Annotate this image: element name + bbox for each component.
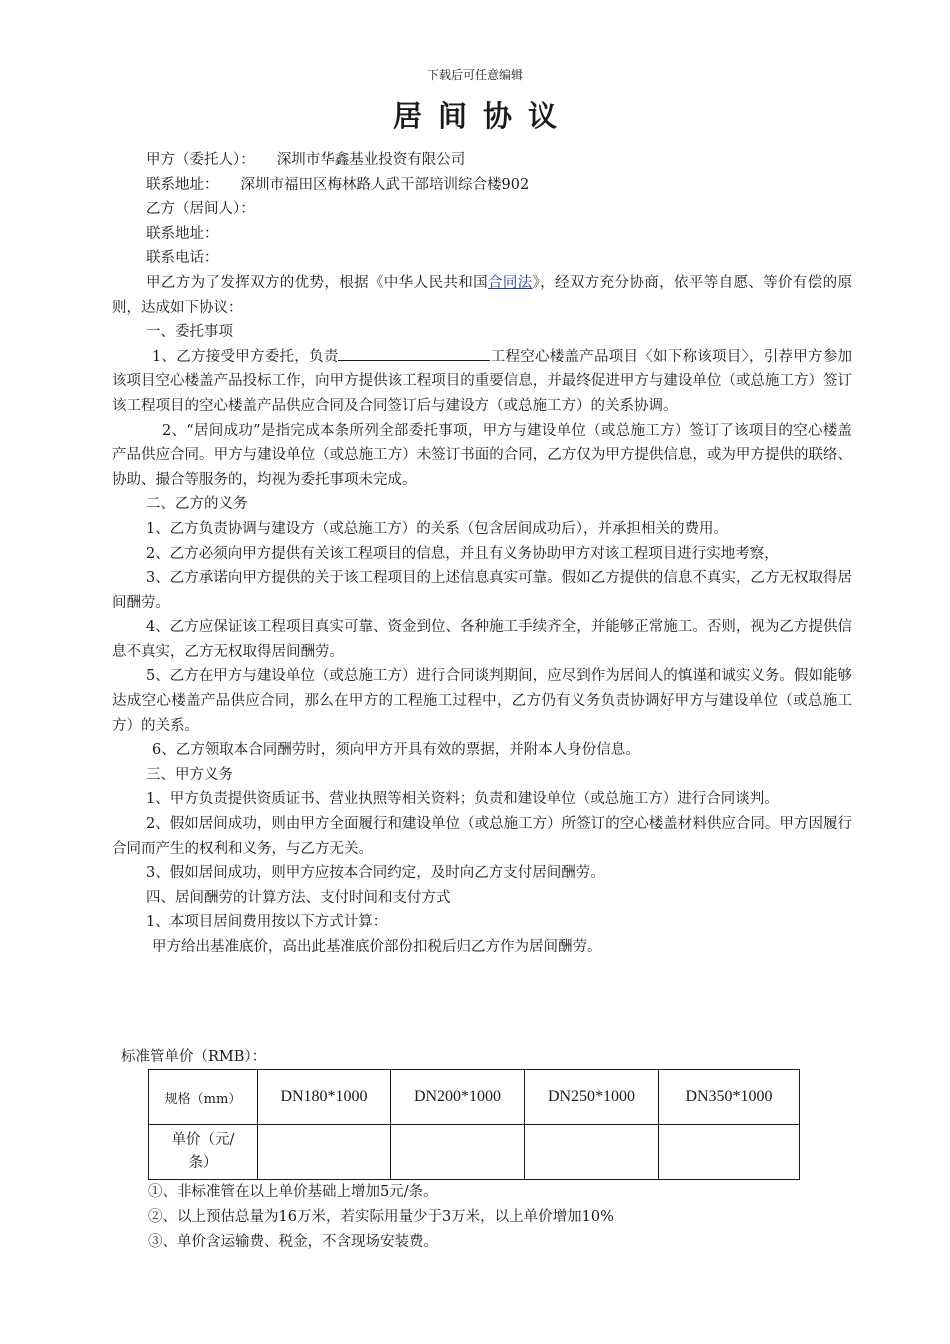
party-a-label: 甲方（委托人）： — [146, 152, 255, 168]
section3-item1: 1、甲方负责提供资质证书、营业执照等相关资料；负责和建设单位（或总施工方）进行合同谈判。 — [146, 791, 779, 808]
document-title: 居间协议 — [392, 99, 573, 133]
party-a-line — [112, 148, 852, 173]
spec-header-cell: 规格（mm） — [149, 1070, 258, 1125]
section1-item1 — [112, 345, 852, 419]
note-item: ①、非标准管在以上单价基础上增加5元/条。 — [148, 1184, 438, 1200]
spec-cell: DN350*1000 — [659, 1070, 800, 1125]
section2-item2: 2、乙方必须向甲方提供有关该工程项目的信息，并且有义务协助甲方对该工程项目进行实地考察， — [146, 545, 779, 562]
contract-law-link[interactable]: 合同法 — [487, 274, 533, 291]
spec-cell: DN180*1000 — [258, 1070, 391, 1125]
blank-fill-line — [338, 346, 490, 361]
party-b-phone-line: 联系电话： — [146, 250, 219, 267]
section2-item4: 4、乙方应保证该工程项目真实可靠、资金到位、各种施工手续齐全，并能够正常施工。否则，视为乙方提供信息不真实，乙方无权取得居间酬劳。 — [112, 619, 852, 660]
party-a-address-value: 深圳市福田区梅林路人武干部培训综合楼902 — [240, 176, 530, 193]
note-item: ②、以上预估总量为16万米，若实际用量少于3万米，以上单价增加10% — [148, 1209, 614, 1225]
section3-heading: 三、甲方义务 — [146, 766, 233, 783]
intro-paragraph — [112, 271, 852, 320]
table-row — [149, 1125, 800, 1180]
party-a-address-label: 联系地址： — [146, 176, 219, 193]
note-item: ③、单价含运输费、税金，不含现场安装费。 — [148, 1234, 438, 1250]
price-notes — [148, 1180, 848, 1255]
intro-text-before: 甲乙方为了发挥双方的优势，根据《中华人民共和国 — [146, 274, 488, 291]
section1-item2: 2、“居间成功”是指完成本条所列全部委托事项，甲方与建设单位（或总施工方）签订了该项目的空心楼盖产品供应合同。甲方与建设单位（或总施工方）未签订书面的合同，乙方仅为甲方提供信息，或为甲方提供的联络、协助、撮合等服务的，均视为委托事项未完成。 — [112, 422, 853, 488]
section2-item3: 3、乙方承诺向甲方提供的关于该工程项目的上述信息真实可靠。假如乙方提供的信息不真实，乙方无权取得居间酬劳。 — [112, 570, 852, 611]
document-body — [112, 148, 852, 960]
price-cell[interactable] — [391, 1125, 525, 1180]
price-label-line2: 条） — [188, 1155, 218, 1171]
price-cell[interactable] — [525, 1125, 659, 1180]
intro-text-after: 》，经双方充分协商，依平等自愿、等价有偿的原则，达成如下协议： — [112, 274, 853, 316]
party-a-value: 深圳市华鑫基业投资有限公司 — [276, 152, 466, 168]
header-note: 下载后可任意编辑 — [426, 68, 523, 82]
spec-cell: DN250*1000 — [525, 1070, 659, 1125]
price-table-label: 标准管单价（RMB）： — [121, 1049, 267, 1065]
section2-item5: 5、乙方在甲方与建设单位（或总施工方）进行合同谈判期间，应尽到作为居间人的慎谨和诚实义务。假如能够达成空心楼盖产品供应合同，那么在甲方的工程施工过程中，乙方仍有义务负责协调好甲方与建设单位（或总施工方）的关系。 — [112, 668, 852, 734]
spec-cell: DN200*1000 — [391, 1070, 525, 1125]
table-row — [149, 1070, 800, 1125]
party-a-address-line — [112, 173, 852, 198]
section4-heading: 四、居间酬劳的计算方法、支付时间和支付方式 — [146, 889, 451, 906]
section3-item2: 2、假如居间成功，则由甲方全面履行和建设单位（或总施工方）所签订的空心楼盖材料供应合同。甲方因履行合同而产生的权利和义务，与乙方无关。 — [112, 816, 852, 857]
section2-item1: 1、乙方负责协调与建设方（或总施工方）的关系（包含居间成功后），并承担相关的费用。 — [146, 520, 728, 537]
section2-item6: 6、乙方领取本合同酬劳时，须向甲方开具有效的票据，并附本人身份信息。 — [152, 742, 640, 759]
price-table — [148, 1069, 800, 1180]
party-b-line: 乙方（居间人）： — [146, 201, 255, 218]
section3-item3: 3、假如居间成功，则甲方应按本合同约定，及时向乙方支付居间酬劳。 — [146, 865, 605, 882]
price-label-line1: 单价（元/ — [171, 1132, 235, 1148]
price-cell[interactable] — [258, 1125, 391, 1180]
section4-item1-detail: 甲方给出基准底价，高出此基准底价部份扣税后归乙方作为居间酬劳。 — [152, 939, 602, 955]
section1-item1-after: 工程空心楼盖产品项目〈如下称该项目〉，引荐甲方参加该项目空心楼盖产品投标工作，向甲方提供该工程项目的重要信息，并最终促进甲方与建设单位（或总施工方）签订该工程项目的空心楼盖产品供应合同及合同签订后与建设方（或总施工方）的关系协调。 — [112, 348, 852, 414]
party-b-address-line: 联系地址： — [146, 225, 219, 242]
section2-heading: 二、乙方的义务 — [146, 496, 248, 513]
section4-item1: 1、本项目居间费用按以下方式计算： — [146, 914, 388, 931]
section1-item1-before: 1、乙方接受甲方委托，负责 — [152, 348, 339, 365]
section1-heading: 一、委托事项 — [146, 324, 233, 341]
price-cell[interactable] — [659, 1125, 800, 1180]
price-header-cell — [149, 1125, 258, 1180]
